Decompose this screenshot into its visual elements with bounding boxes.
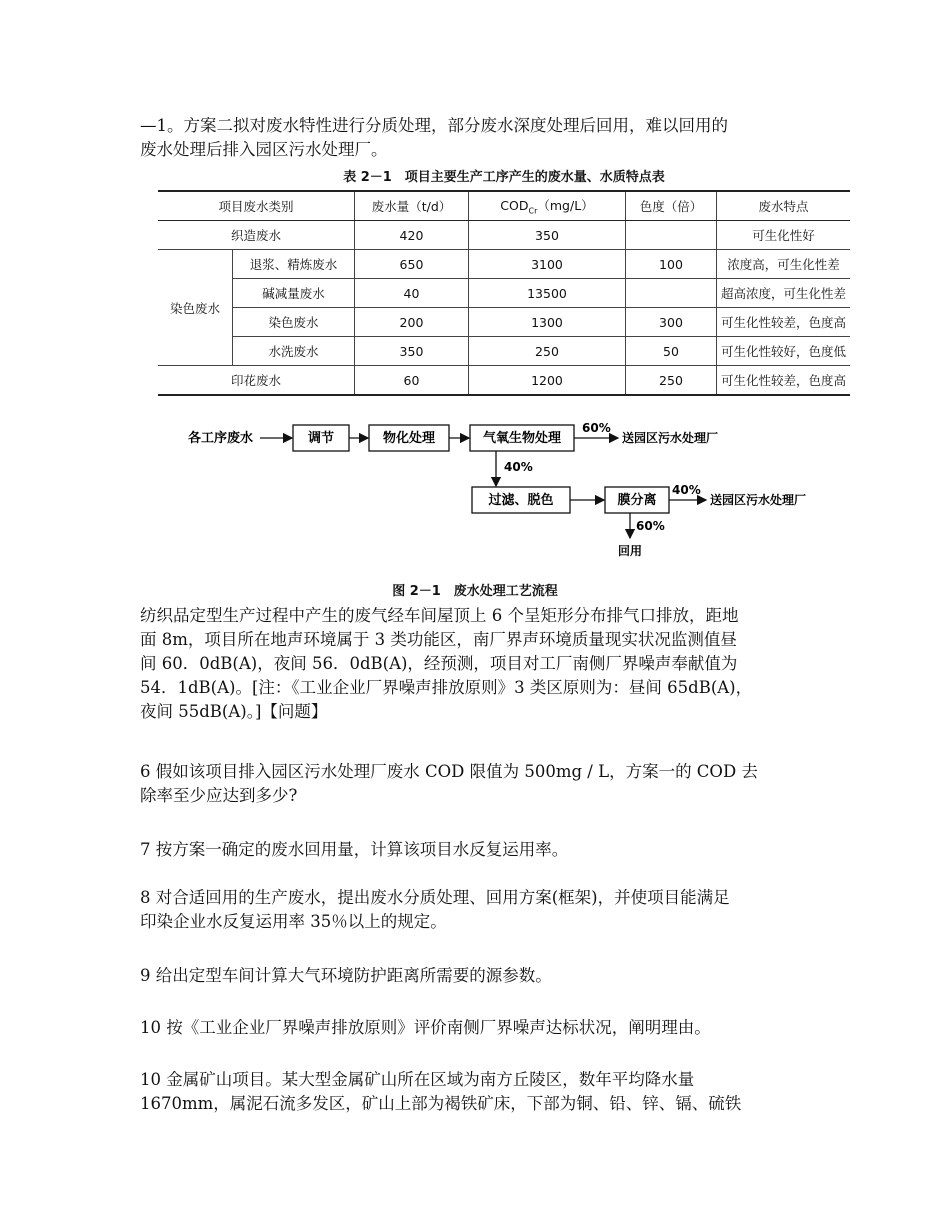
svg-text:过滤、脱色: 过滤、脱色 <box>488 493 554 508</box>
question-7 <box>140 838 820 862</box>
text-line: —1。方案二拟对废水特性进行分质处理，部分废水深度处理后回用，难以回用的 <box>140 116 728 135</box>
svg-text:回用: 回用 <box>618 544 643 558</box>
question-6 <box>140 760 820 808</box>
table-row: 印花废水 60 1200 250 可生化性较差，色度高 <box>158 366 850 396</box>
flow-source-label: 各工序废水 <box>188 431 254 446</box>
svg-text:物化处理: 物化处理 <box>382 431 436 446</box>
svg-text:气氧生物处理: 气氧生物处理 <box>482 431 562 446</box>
svg-text:调节: 调节 <box>307 431 335 446</box>
text-line: 夜间 55dB(A)。]【问题】 <box>140 702 328 721</box>
header-category: 项目废水类别 <box>158 191 354 221</box>
table-row: 碱减量废水 40 13500 超高浓度，可生化性差 <box>158 279 850 308</box>
header-color: 色度（倍） <box>625 191 716 221</box>
text-line: 54．1dB(A)。[注：《工业企业厂界噪声排放原则》3 类区原则为：昼间 65dB(A)， <box>140 678 753 697</box>
svg-text:膜分离: 膜分离 <box>617 493 657 508</box>
text-line: 纺织品定型生产过程中产生的废气经车间屋顶上 6 个呈矩形分布排气口排放，距地 <box>140 606 739 625</box>
text-line: 8 对合适回用的生产废水，提出废水分质处理、回用方案(框架)，并使项目能满足 <box>140 888 730 907</box>
svg-text:送园区污水处理厂: 送园区污水处理厂 <box>622 431 719 445</box>
question-8 <box>140 886 820 934</box>
text-line: 印染企业水反复运用率 35％以上的规定。 <box>140 912 447 931</box>
table-header-row <box>158 191 850 221</box>
header-cod: $COD_{Cr}(mg/L)$ <box>468 191 625 221</box>
group-label: 染色废水 <box>158 250 233 366</box>
svg-text:送园区污水处理厂: 送园区污水处理厂 <box>710 493 807 507</box>
svg-text:60%: 60% <box>636 519 665 533</box>
table-row: 织造废水 420 350 可生化性好 <box>158 221 850 250</box>
text-line: 10 金属矿山项目。某大型金属矿山所在区域为南方丘陵区，数年平均降水量 <box>140 1070 695 1089</box>
figure-caption: 图 2－1 废水处理工艺流程 <box>392 584 558 599</box>
question-9 <box>140 964 820 988</box>
text-line: 10 按《工业企业厂界噪声排放原则》评价南侧厂界噪声达标状况，阐明理由。 <box>140 1018 711 1037</box>
header-feature: 废水特点 <box>716 191 850 221</box>
text-line: 1670mm，属泥石流多发区，矿山上部为褐铁矿床，下部为铜、铅、锌、镉、硫铁 <box>140 1094 742 1113</box>
text-line: 7 按方案一确定的废水回用量，计算该项目水反复运用率。 <box>140 840 569 859</box>
text-line: 面 8m，项目所在地声环境属于 3 类功能区，南厂界声环境质量现实状况监测值昼 <box>140 630 737 649</box>
case-10-paragraph <box>140 1068 820 1116</box>
text-line: 6 假如该项目排入园区污水处理厂废水 COD 限值为 500mg / L，方案一的 COD 去 <box>140 762 758 781</box>
svg-text:40%: 40% <box>672 483 701 497</box>
process-flow-diagram <box>180 414 860 574</box>
svg-text:40%: 40% <box>504 460 533 474</box>
header-quantity: 废水量（t/d） <box>354 191 468 221</box>
question-10 <box>140 1016 820 1040</box>
body-paragraph <box>140 604 820 724</box>
table-row: 染色废水 200 1300 300 可生化性较差，色度高 <box>158 308 850 337</box>
table-row: 染色废水 退浆、精炼废水 650 3100 100 浓度高，可生化性差 <box>158 250 850 279</box>
wastewater-table-block <box>158 168 850 396</box>
text-line: 废水处理后排入园区污水处理厂。 <box>140 140 388 159</box>
intro-paragraph <box>140 114 820 162</box>
wastewater-table <box>158 190 850 396</box>
text-line: 间 60．0dB(A)，夜间 56．0dB(A)，经预测，项目对工厂南侧厂界噪声奉献值为 <box>140 654 738 673</box>
text-line: 除率至少应达到多少? <box>140 786 298 805</box>
table-row: 水洗废水 350 250 50 可生化性较好，色度低 <box>158 337 850 366</box>
table-title: 表 2－1 项目主要生产工序产生的废水量、水质特点表 <box>343 170 665 185</box>
text-line: 9 给出定型车间计算大气环境防护距离所需要的源参数。 <box>140 966 552 985</box>
svg-text:60%: 60% <box>582 421 611 435</box>
